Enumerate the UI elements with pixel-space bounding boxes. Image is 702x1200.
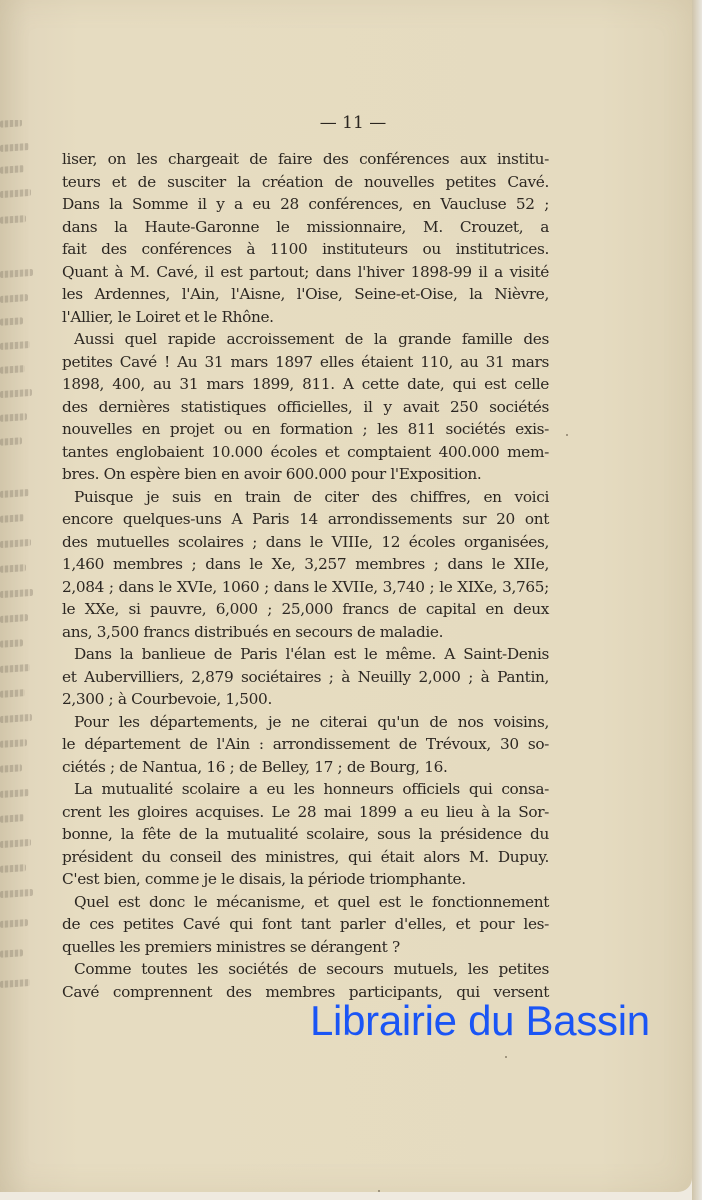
text-line: président du conseil des ministres, qui était alors M. Dupuy. [62,847,549,866]
text-line: dans la Haute-Garonne le missionnaire, M. Crouzet, a [62,217,549,236]
show-through-line [0,215,26,224]
show-through-line [0,341,30,350]
text-line: petites Cavé ! Au 31 mars 1897 elles étaient 110, au 31 mars [62,352,549,371]
text-line: Cavé comprennent des membres participants, qui versent [62,982,549,1001]
text-line: teurs et de susciter la création de nouvelles petites Cavé. [62,172,549,191]
show-through-line [0,949,23,958]
paper-speck [378,1190,380,1192]
show-through-line [0,437,22,446]
text-line: le département de l'Ain : arrondissement de Trévoux, 30 so- [62,735,549,753]
text-line: l'Allier, le Loiret et le Rhône. [62,307,274,326]
text-line: tantes englobaient 10.000 écoles et comptaient 400.000 mem- [62,442,549,461]
show-through-line [0,365,25,374]
watermark: Librairie du Bassin [310,997,650,1044]
show-through-line [0,539,31,548]
show-through-line [0,317,23,326]
show-through-line [0,689,25,698]
show-through-line [0,614,28,623]
show-through-line [0,564,26,573]
text-line: bres. On espère bien en avoir 600.000 pour l'Exposition. [62,465,482,483]
show-through-line [0,269,33,278]
page-number: — 11 — [319,113,387,133]
text-line: Quant à M. Cavé, il est partout; dans l'hiver 1898-99 il a visité [62,262,549,281]
show-through-line [0,664,30,673]
page-edge [692,0,702,1200]
show-through-line [0,589,33,598]
text-line: ciétés ; de Nantua, 16 ; de Belley, 17 ; de Bourg, 16. [62,757,448,776]
text-line: et Aubervilliers, 2,879 sociétaires ; à Neuilly 2,000 ; à Pantin, [62,667,549,686]
text-line: bonne, la fête de la mutualité scolaire, sous la présidence du [62,825,549,843]
text-line: 1898, 400, au 31 mars 1899, 811. A cette date, qui est celle [62,375,549,393]
text-line: 2,084 ; dans le XVIe, 1060 ; dans le XVIIe, 3,740 ; le XIXe, 3,765; [62,577,549,596]
paper-speck [566,434,568,436]
show-through-line [0,919,28,928]
show-through-line [0,714,32,723]
paragraph-first-line: Pour les départements, je ne citerai qu'un de nos voisins, [74,712,549,731]
show-through-line [0,814,24,823]
text-line: quelles les premiers ministres se dérangent ? [62,937,400,956]
text-line: le XXe, si pauvre, 6,000 ; 25,000 francs de capital en deux [62,600,549,618]
show-through-line [0,189,31,198]
text-line: Dans la Somme il y a eu 28 conférences, en Vaucluse 52 ; [62,195,549,213]
show-through-line [0,979,30,988]
show-through-line [0,739,27,748]
show-through-line [0,489,29,498]
text-line: fait des conférences à 1100 instituteurs ou institutrices. [62,240,549,258]
paragraph-first-line: Dans la banlieue de Paris l'élan est le même. A Saint-Denis [74,645,549,663]
show-through-line [0,764,22,773]
show-through-line [0,864,26,873]
text-line: 2,300 ; à Courbevoie, 1,500. [62,690,272,708]
paragraph-first-line: Aussi quel rapide accroissement de la grande famille des [74,330,549,348]
paragraph-first-line: Puisque je suis en train de citer des chiffres, en voici [74,487,549,506]
text-line: des dernières statistiques officielles, il y avait 250 sociétés [62,397,549,416]
show-through-line [0,839,31,848]
text-line: nouvelles en projet ou en formation ; les 811 sociétés exis- [62,420,549,438]
paragraph-first-line: La mutualité scolaire a eu les honneurs officiels qui consa- [74,780,549,798]
show-through-line [0,165,24,174]
paper-speck [505,1056,507,1058]
text-line: ans, 3,500 francs distribués en secours de maladie. [62,622,444,641]
show-through-line [0,294,28,303]
show-through-line [0,889,33,898]
text-line: encore quelques-uns A Paris 14 arrondissements sur 20 ont [62,510,549,528]
text-line: des mutuelles scolaires ; dans le VIIIe, 12 écoles organisées, [62,532,549,551]
paragraph-first-line: Quel est donc le mécanisme, et quel est le fonctionnement [74,892,549,911]
text-line: C'est bien, comme je le disais, la période triomphante. [62,870,466,888]
show-through-line [0,413,27,422]
show-through-line [0,143,29,152]
text-line: crent les gloires acquises. Le 28 mai 1899 a eu lieu à la Sor- [62,802,549,821]
body-text [62,148,549,1003]
show-through-line [0,514,24,523]
facing-page-show-through [0,120,34,1040]
text-line: les Ardennes, l'Ain, l'Aisne, l'Oise, Seine-et-Oise, la Nièvre, [62,285,549,303]
text-line: liser, on les chargeait de faire des conférences aux institu- [62,150,549,168]
paragraph-first-line: Comme toutes les sociétés de secours mutuels, les petites [74,960,549,978]
show-through-line [0,789,29,798]
text-line: 1,460 membres ; dans le Xe, 3,257 membres ; dans le XIIe, [62,555,549,573]
show-through-line [0,639,23,648]
show-through-line [0,389,32,398]
text-line: de ces petites Cavé qui font tant parler d'elles, et pour les- [62,915,549,933]
